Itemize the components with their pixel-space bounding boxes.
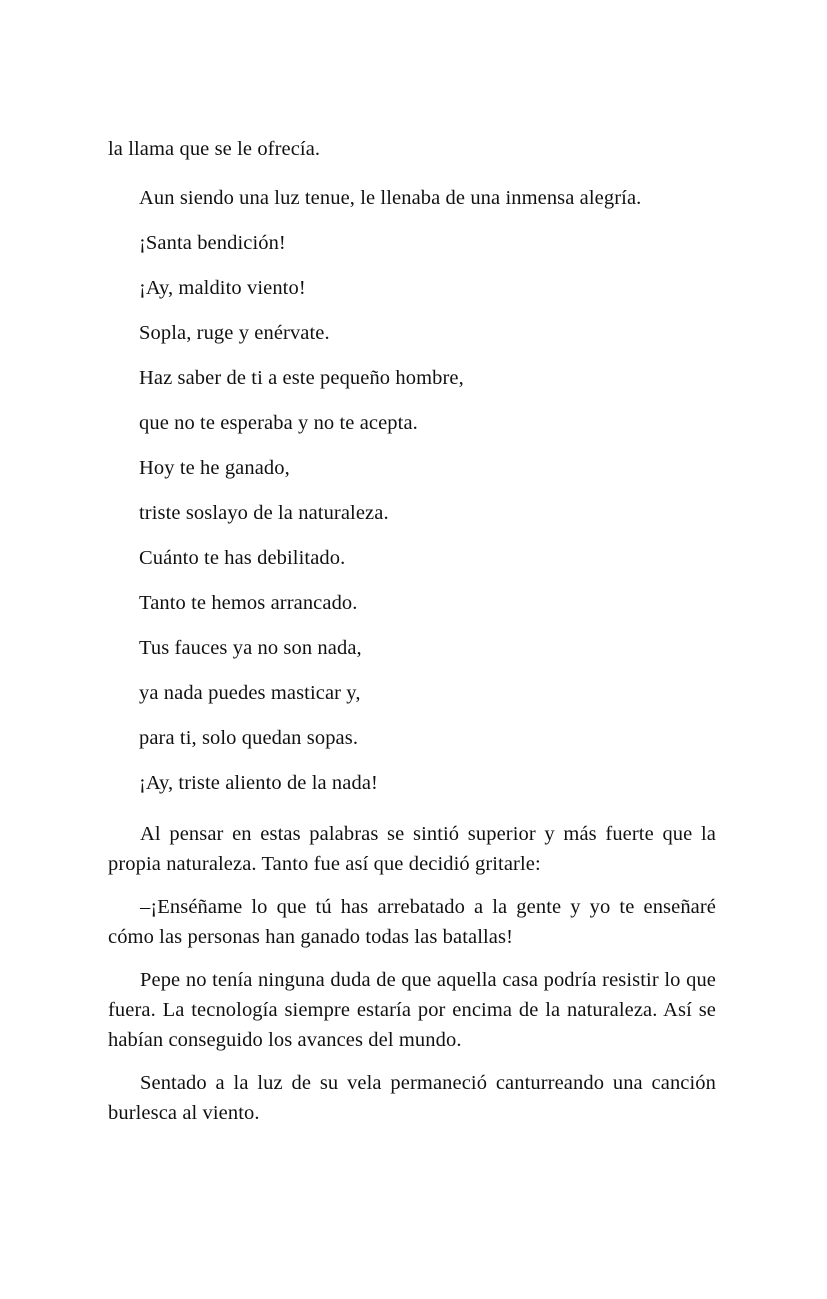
text-column bbox=[108, 134, 716, 1128]
verse-line: Sopla, ruge y enérvate. bbox=[139, 322, 330, 344]
verse-line: para ti, solo quedan sopas. bbox=[139, 727, 359, 749]
paragraph: Al pensar en estas palabras se sintió superior y más fuerte que la propia naturaleza. Tanto fue así que decidió gritarle: bbox=[108, 823, 716, 875]
verse-line: ya nada puedes masticar y, bbox=[139, 682, 361, 704]
paragraph: Pepe no tenía ninguna duda de que aquella casa podría resistir lo que fuera. La tecnología siempre estaría por encima de la naturaleza. Así se habían conseguido los avances del mundo. bbox=[108, 969, 716, 1051]
verse-line: triste soslayo de la naturaleza. bbox=[139, 502, 389, 524]
verse-line: que no te esperaba y no te acepta. bbox=[139, 412, 418, 434]
verse-block bbox=[108, 176, 716, 806]
verse-line: Hoy te he ganado, bbox=[139, 457, 290, 479]
paragraph: Sentado a la luz de su vela permaneció canturreando una canción burlesca al viento. bbox=[108, 1072, 716, 1124]
prose-block bbox=[108, 819, 716, 1128]
verse-line: Tus fauces ya no son nada, bbox=[139, 637, 362, 659]
continuation-line: la llama que se le ofrecía. bbox=[108, 138, 321, 160]
verse-line: Cuánto te has debilitado. bbox=[139, 547, 346, 569]
verse-line: Aun siendo una luz tenue, le llenaba de una inmensa alegría. bbox=[139, 187, 642, 209]
paragraph: –¡Enséñame lo que tú has arrebatado a la gente y yo te enseñaré cómo las personas han ganado todas las batallas! bbox=[108, 896, 716, 948]
verse-line: ¡Ay, triste aliento de la nada! bbox=[139, 772, 378, 794]
verse-line: ¡Ay, maldito viento! bbox=[139, 277, 306, 299]
verse-line: ¡Santa bendición! bbox=[139, 232, 286, 254]
verse-line: Tanto te hemos arrancado. bbox=[139, 592, 358, 614]
verse-line: Haz saber de ti a este pequeño hombre, bbox=[139, 367, 464, 389]
